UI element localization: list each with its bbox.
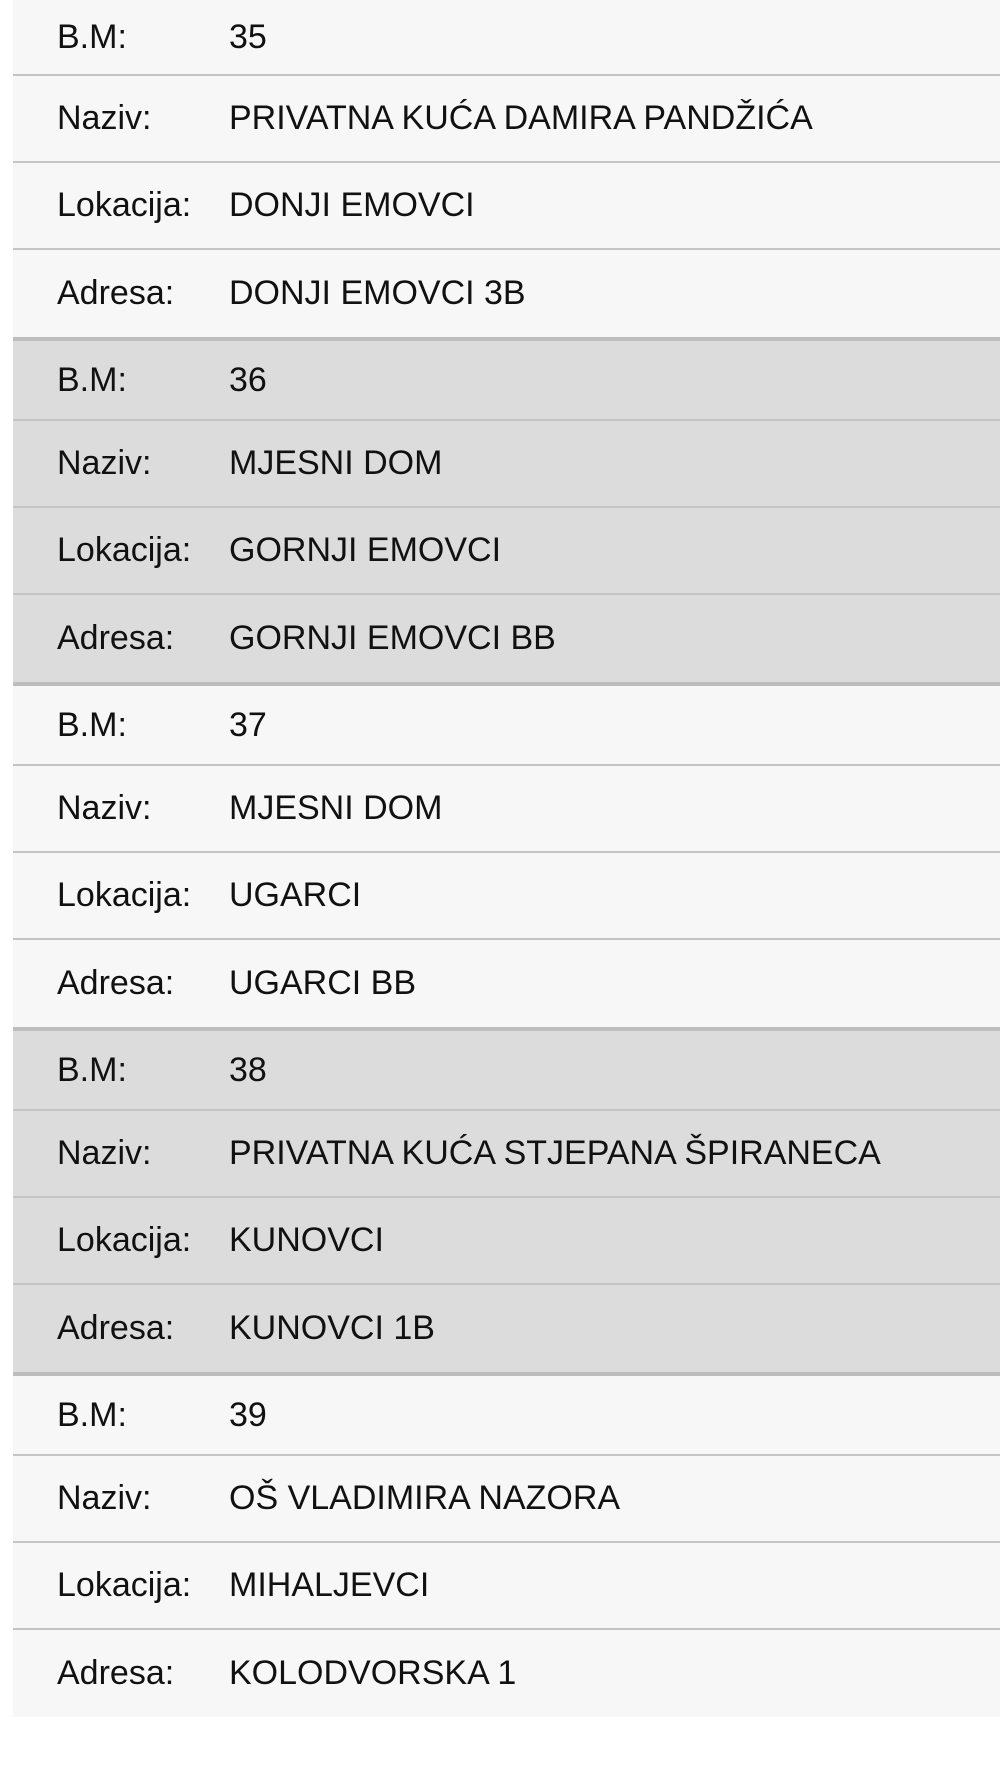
- list-item[interactable]: [13, 0, 1000, 341]
- lokacija-row: [13, 508, 1000, 595]
- naziv-row: [13, 421, 1000, 508]
- adresa-row: [13, 1285, 1000, 1372]
- lokacija-value: UGARCI: [229, 876, 362, 914]
- bm-label: B.M:: [57, 705, 127, 744]
- naziv-row: [13, 766, 1000, 853]
- bm-row: [13, 0, 1000, 76]
- naziv-value: PRIVATNA KUĆA STJEPANA ŠPIRANECA: [229, 1134, 881, 1172]
- bm-label: B.M:: [57, 17, 127, 56]
- adresa-value: KUNOVCI 1B: [229, 1309, 435, 1347]
- list-item[interactable]: [13, 1376, 1000, 1717]
- naziv-value: MJESNI DOM: [229, 444, 443, 482]
- bm-row: [13, 341, 1000, 421]
- bm-value: 36: [229, 360, 267, 399]
- bm-label: B.M:: [57, 1050, 127, 1089]
- naziv-label: Naziv:: [57, 1134, 152, 1172]
- bm-label: B.M:: [57, 360, 127, 399]
- adresa-row: [13, 1630, 1000, 1717]
- adresa-label: Adresa:: [57, 619, 175, 657]
- lokacija-value: MIHALJEVCI: [229, 1566, 430, 1604]
- lokacija-label: Lokacija:: [57, 186, 192, 224]
- bm-label: B.M:: [57, 1395, 127, 1434]
- adresa-value: UGARCI BB: [229, 964, 417, 1002]
- adresa-value: KOLODVORSKA 1: [229, 1654, 517, 1692]
- lokacija-label: Lokacija:: [57, 1566, 192, 1604]
- bm-row: [13, 1376, 1000, 1456]
- list-item[interactable]: [13, 341, 1000, 686]
- naziv-value: PRIVATNA KUĆA DAMIRA PANDŽIĆA: [229, 99, 813, 137]
- lokacija-row: [13, 1543, 1000, 1630]
- adresa-label: Adresa:: [57, 274, 175, 312]
- naziv-label: Naziv:: [57, 99, 152, 137]
- bm-row: [13, 686, 1000, 766]
- lokacija-row: [13, 163, 1000, 250]
- lokacija-row: [13, 1198, 1000, 1285]
- naziv-label: Naziv:: [57, 444, 152, 482]
- lokacija-value: KUNOVCI: [229, 1221, 384, 1259]
- naziv-row: [13, 1111, 1000, 1198]
- polling-station-list: [13, 0, 1000, 1717]
- naziv-label: Naziv:: [57, 1479, 152, 1517]
- lokacija-value: GORNJI EMOVCI: [229, 531, 502, 569]
- lokacija-label: Lokacija:: [57, 531, 192, 569]
- naziv-label: Naziv:: [57, 789, 152, 827]
- adresa-value: GORNJI EMOVCI BB: [229, 619, 556, 657]
- adresa-row: [13, 250, 1000, 337]
- bm-value: 39: [229, 1395, 267, 1434]
- bm-value: 35: [229, 17, 267, 56]
- naziv-value: OŠ VLADIMIRA NAZORA: [229, 1479, 621, 1517]
- adresa-row: [13, 940, 1000, 1027]
- adresa-label: Adresa:: [57, 1309, 175, 1347]
- adresa-value: DONJI EMOVCI 3B: [229, 274, 526, 312]
- list-item[interactable]: [13, 1031, 1000, 1376]
- naziv-row: [13, 76, 1000, 163]
- naziv-value: MJESNI DOM: [229, 789, 443, 827]
- adresa-label: Adresa:: [57, 964, 175, 1002]
- lokacija-label: Lokacija:: [57, 876, 192, 914]
- list-item[interactable]: [13, 686, 1000, 1031]
- bm-value: 37: [229, 705, 267, 744]
- lokacija-row: [13, 853, 1000, 940]
- lokacija-value: DONJI EMOVCI: [229, 186, 475, 224]
- lokacija-label: Lokacija:: [57, 1221, 192, 1259]
- bm-value: 38: [229, 1050, 267, 1089]
- adresa-row: [13, 595, 1000, 682]
- adresa-label: Adresa:: [57, 1654, 175, 1692]
- naziv-row: [13, 1456, 1000, 1543]
- bm-row: [13, 1031, 1000, 1111]
